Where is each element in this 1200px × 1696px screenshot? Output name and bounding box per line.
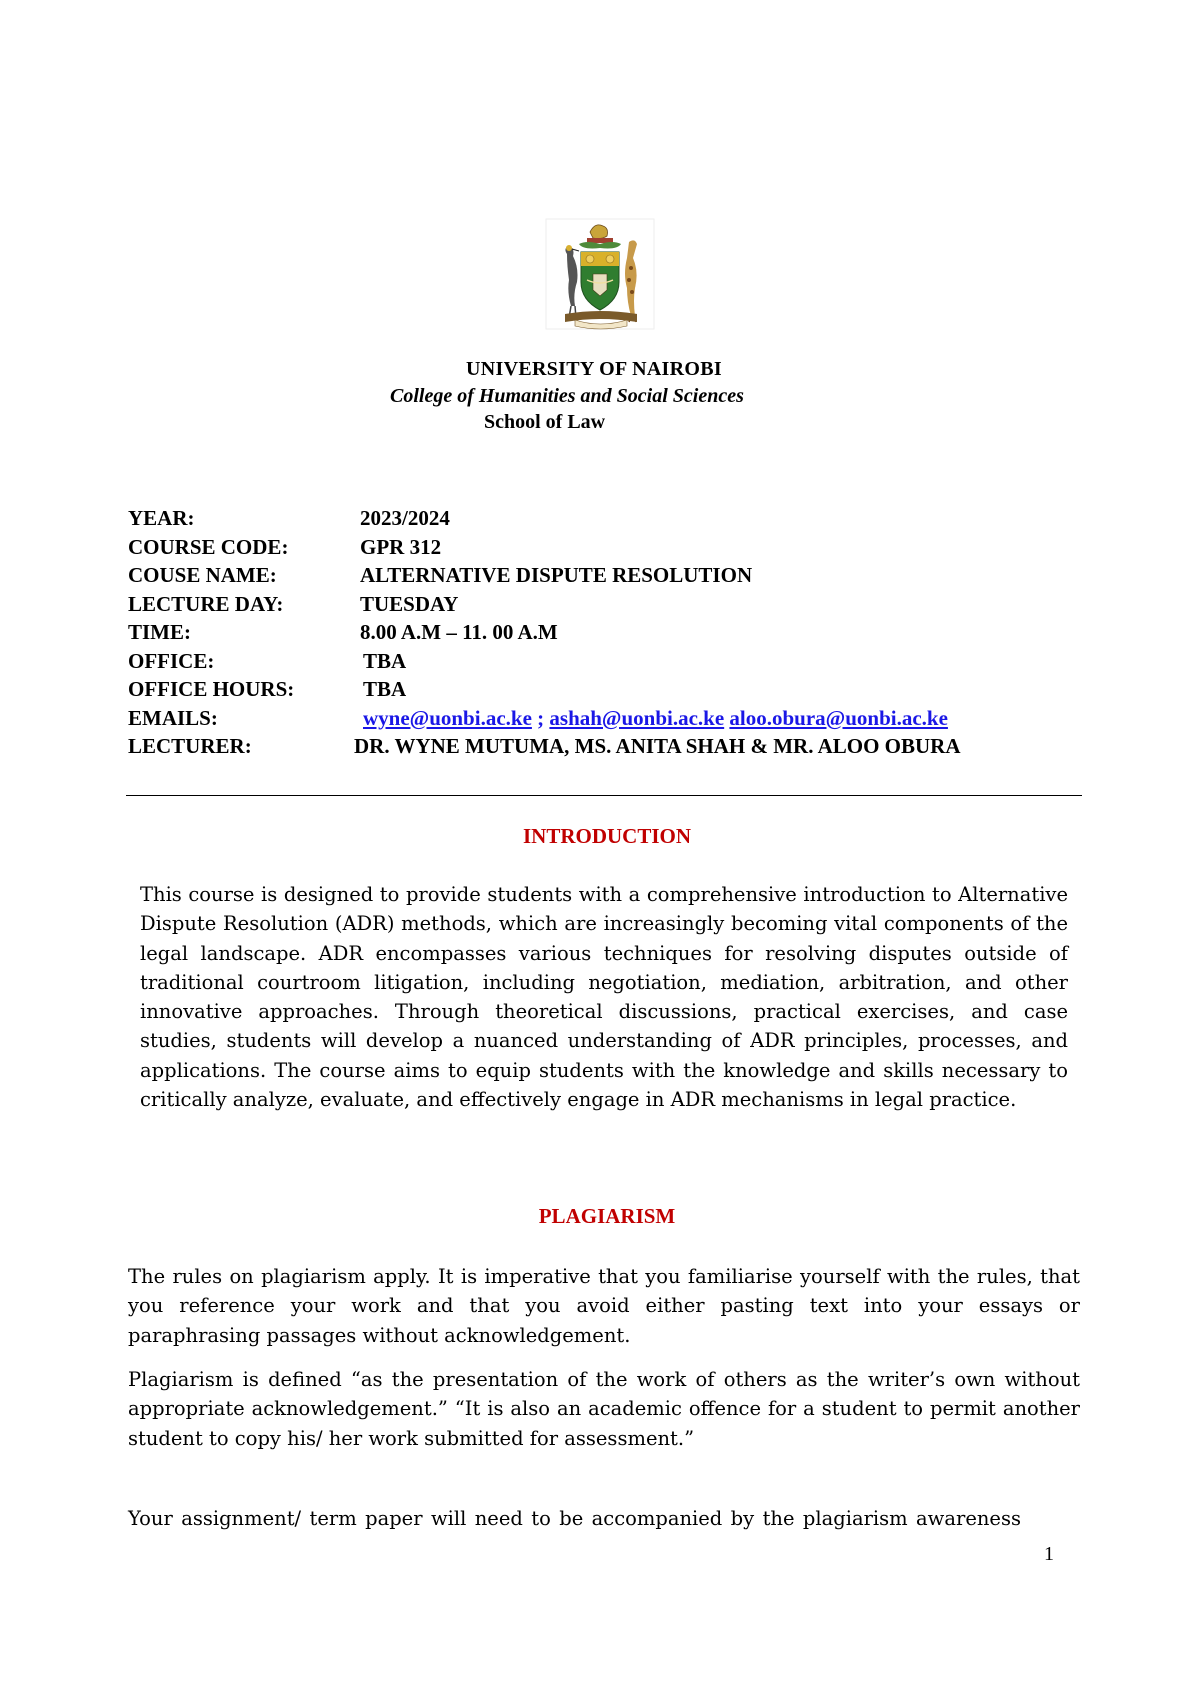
info-row-emails [128, 704, 1088, 733]
office-value: TBA [363, 648, 407, 673]
email-link-wyne[interactable]: wyne@uonbi.ac.ke [363, 705, 532, 730]
school-name: School of Law [484, 411, 606, 433]
office-label: OFFICE: [128, 648, 215, 673]
office-hours-label: OFFICE HOURS: [128, 677, 295, 701]
university-name: UNIVERSITY OF NAIROBI [466, 358, 722, 380]
college-name: College of Humanities and Social Sciences [390, 385, 744, 407]
plagiarism-paragraph-3: Your assignment/ term paper will need to be accompanied by the plagiarism awareness [128, 1507, 1021, 1530]
year-label: YEAR: [128, 506, 195, 530]
plagiarism-paragraph-2: Plagiarism is defined “as the presentation of the work of others as the writer’s own without appropriate acknowledgement.” “It is also an academic offence for a student to permit another student to copy his/ her work submitted for assessment.” [128, 1368, 1080, 1450]
time-label: TIME: [128, 620, 191, 644]
year-value: 2023/2024 [360, 506, 450, 530]
lecturer-label: LECTURER: [128, 734, 252, 758]
info-row-hours [128, 675, 1088, 704]
lecture-day-label: LECTURE DAY: [128, 591, 284, 616]
university-crest-icon [545, 218, 655, 330]
lecture-day-value: TUESDAY [360, 591, 459, 616]
info-row-lecturer [128, 732, 1088, 761]
info-row-day [128, 590, 1088, 619]
email-link-ashah[interactable]: ashah@uonbi.ac.ke [549, 705, 725, 730]
lecturer-value: DR. WYNE MUTUMA, MS. ANITA SHAH & MR. ALOO OBURA [354, 734, 961, 758]
page-number: 1 [1044, 1543, 1054, 1565]
course-code-value: GPR 312 [360, 534, 442, 559]
info-row-code [128, 533, 1088, 562]
course-code-label: COURSE CODE: [128, 534, 289, 559]
course-name-value: ALTERNATIVE DISPUTE RESOLUTION [360, 563, 753, 587]
email-link-aloo[interactable]: aloo.obura@uonbi.ac.ke [729, 705, 948, 730]
emails-value [363, 704, 948, 733]
email-separator: ; [537, 705, 545, 730]
info-row-time [128, 618, 1088, 647]
introduction-heading: INTRODUCTION [522, 824, 692, 848]
introduction-paragraph: This course is designed to provide students with a comprehensive introduction to Alternative Dispute Resolution (ADR) methods, which are increasingly becoming vital components of the legal landscape. ADR encompasses various techniques for resolving disputes outside of traditional courtroom litigation, including negotiation, mediation, arbitration, and other innovative approaches. Through theoretical discussions, practical exercises, and case studies, students will develop a nuanced understanding of ADR principles, processes, and applications. The course aims to equip students with the knowledge and skills necessary to critically analyze, evaluate, and effectively engage in ADR mechanisms in legal practice. [140, 883, 1068, 1112]
plagiarism-paragraph-1: The rules on plagiarism apply. It is imperative that you familiarise yourself with the rules, that you reference your work and that you avoid either pasting text into your essays or paraphrasing passages without acknowledgement. [128, 1265, 1080, 1347]
horizontal-divider [126, 795, 1082, 796]
info-row-year [128, 504, 1088, 533]
time-value: 8.00 A.M – 11. 00 A.M [360, 620, 558, 644]
info-row-office [128, 647, 1088, 676]
office-hours-value: TBA [363, 677, 407, 701]
info-row-name [128, 561, 1088, 590]
course-name-label: COUSE NAME: [128, 563, 277, 587]
course-info-table [128, 504, 1088, 761]
plagiarism-heading: PLAGIARISM [538, 1204, 676, 1228]
emails-label: EMAILS: [128, 705, 218, 730]
